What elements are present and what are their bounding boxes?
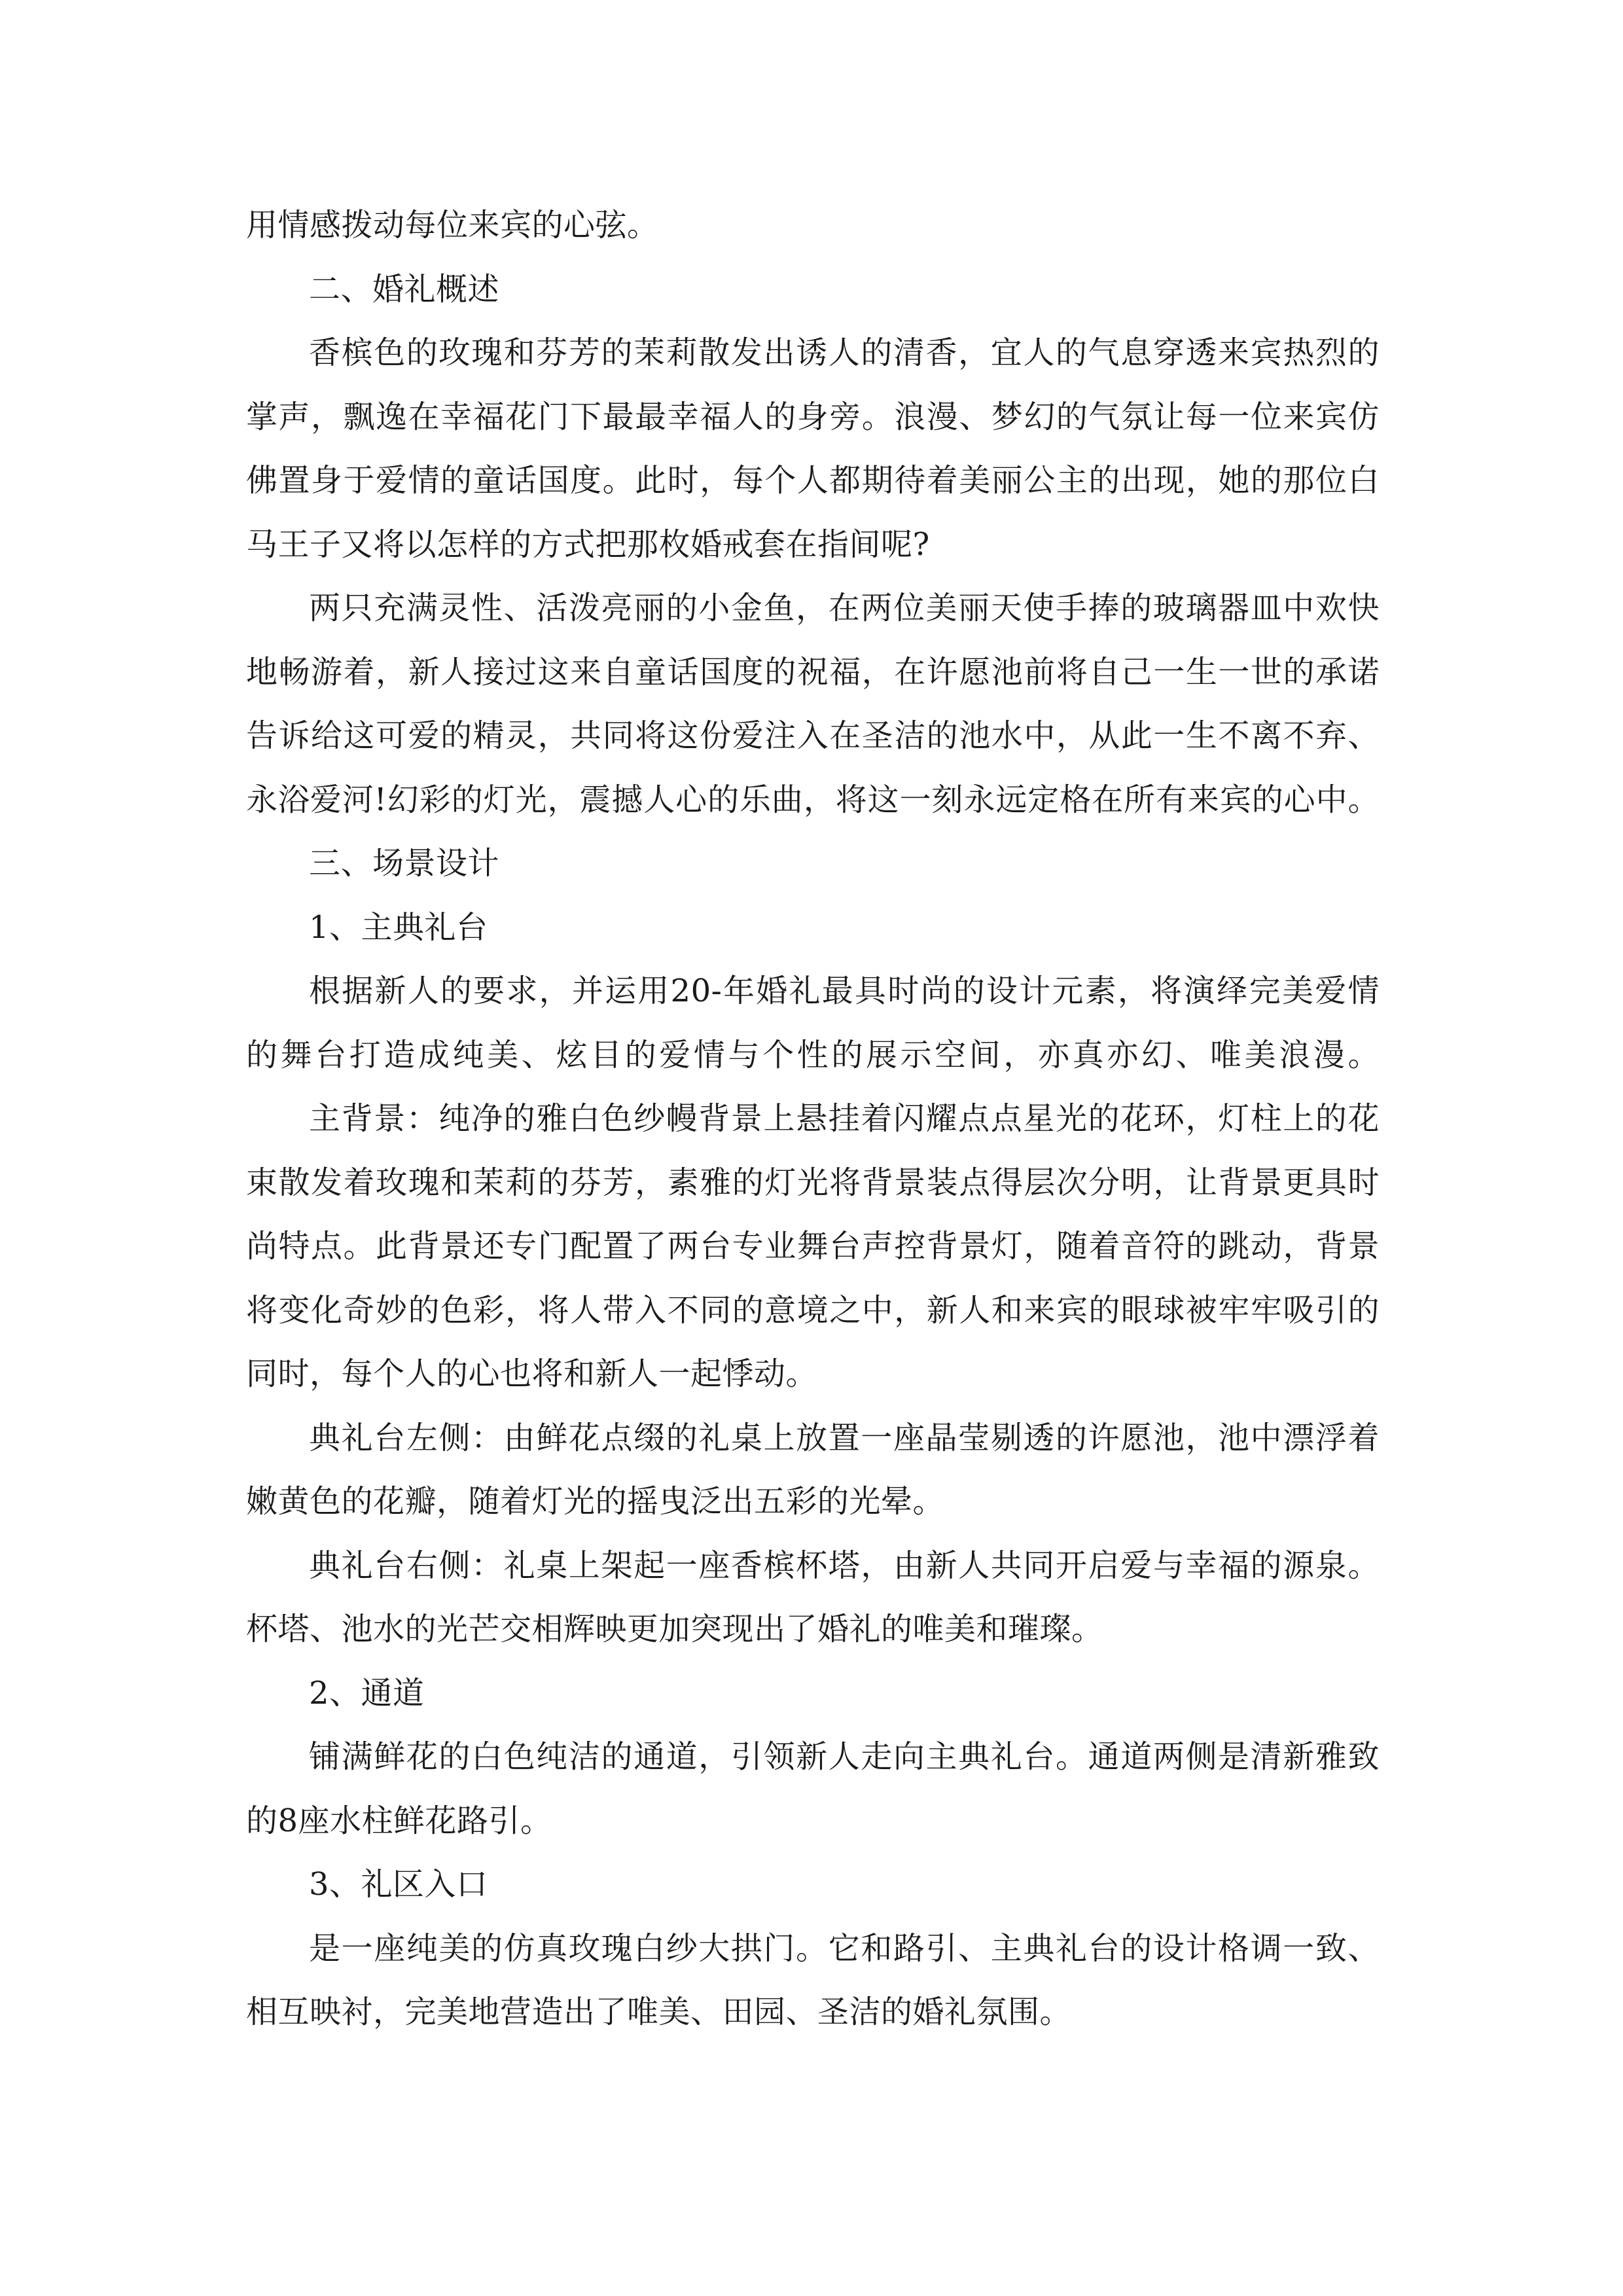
paragraph-line: 马王子又将以怎样的方式把那枚婚戒套在指间呢? — [246, 526, 930, 563]
paragraph-line: 杯塔、池水的光芒交相辉映更加突现出了婚礼的唯美和璀璨。 — [246, 1611, 1103, 1647]
paragraph-line: 永浴爱河!幻彩的灯光，震撼人心的乐曲，将这一刻永远定格在所有来宾的心中。 — [246, 781, 1380, 818]
paragraph-line: 两只充满灵性、活泼亮丽的小金鱼，在两位美丽天使手捧的玻璃器皿中欢快 — [309, 590, 1380, 626]
paragraph-line: 的舞台打造成纯美、炫目的爱情与个性的展示空间，亦真亦幻、唯美浪漫。 — [246, 1036, 1380, 1073]
paragraph-line: 的8座水柱鲜花路引。 — [246, 1802, 552, 1839]
paragraph-line: 掌声，飘逸在幸福花门下最最幸福人的身旁。浪漫、梦幻的气氛让每一位来宾仿 — [246, 398, 1380, 435]
subsection-heading: 3、礼区入口 — [309, 1866, 488, 1903]
paragraph-line: 根据新人的要求，并运用20-年婚礼最具时尚的设计元素，将演绎完美爱情 — [309, 973, 1380, 1009]
paragraph-line: 用情感拨动每位来宾的心弦。 — [246, 207, 659, 243]
paragraph-line: 嫩黄色的花瓣，随着灯光的摇曳泛出五彩的光晕。 — [246, 1483, 945, 1520]
paragraph-line: 束散发着玫瑰和茉莉的芬芳，素雅的灯光将背景装点得层次分明，让背景更具时 — [246, 1164, 1380, 1201]
paragraph-line: 典礼台左侧：由鲜花点缀的礼桌上放置一座晶莹剔透的许愿池，池中漂浮着 — [309, 1419, 1380, 1456]
paragraph-line: 典礼台右侧：礼桌上架起一座香槟杯塔，由新人共同开启爱与幸福的源泉。 — [309, 1547, 1380, 1584]
section-heading: 三、场景设计 — [309, 845, 500, 882]
subsection-heading: 1、主典礼台 — [309, 908, 488, 946]
section-heading: 二、婚礼概述 — [309, 270, 500, 308]
paragraph-line: 佛置身于爱情的童话国度。此时，每个人都期待着美丽公主的出现，她的那位白 — [246, 462, 1380, 499]
paragraph-line: 同时，每个人的心也将和新人一起悸动。 — [246, 1355, 818, 1392]
paragraph-line: 香槟色的玫瑰和芬芳的茉莉散发出诱人的清香，宜人的气息穿透来宾热烈的 — [309, 334, 1380, 371]
paragraph-line: 尚特点。此背景还专门配置了两台专业舞台声控背景灯，随着音符的跳动，背景 — [246, 1228, 1380, 1265]
paragraph-line: 将变化奇妙的色彩，将人带入不同的意境之中，新人和来宾的眼球被牢牢吸引的 — [246, 1291, 1380, 1329]
paragraph-line: 告诉给这可爱的精灵，共同将这份爱注入在圣洁的池水中，从此一生不离不弃、 — [246, 717, 1380, 754]
document-page — [246, 194, 1380, 2045]
subsection-heading: 2、通道 — [309, 1674, 425, 1712]
paragraph-line: 相互映衬，完美地营造出了唯美、田园、圣洁的婚礼氛围。 — [246, 1994, 1072, 2030]
paragraph-line: 铺满鲜花的白色纯洁的通道，引领新人走向主典礼台。通道两侧是清新雅致 — [309, 1738, 1380, 1775]
paragraph-line: 主背景：纯净的雅白色纱幔背景上悬挂着闪耀点点星光的花环，灯柱上的花 — [309, 1100, 1380, 1137]
paragraph-line: 地畅游着，新人接过这来自童话国度的祝福，在许愿池前将自己一生一世的承诺 — [246, 653, 1380, 691]
paragraph-line: 是一座纯美的仿真玫瑰白纱大拱门。它和路引、主典礼台的设计格调一致、 — [309, 1929, 1380, 1967]
